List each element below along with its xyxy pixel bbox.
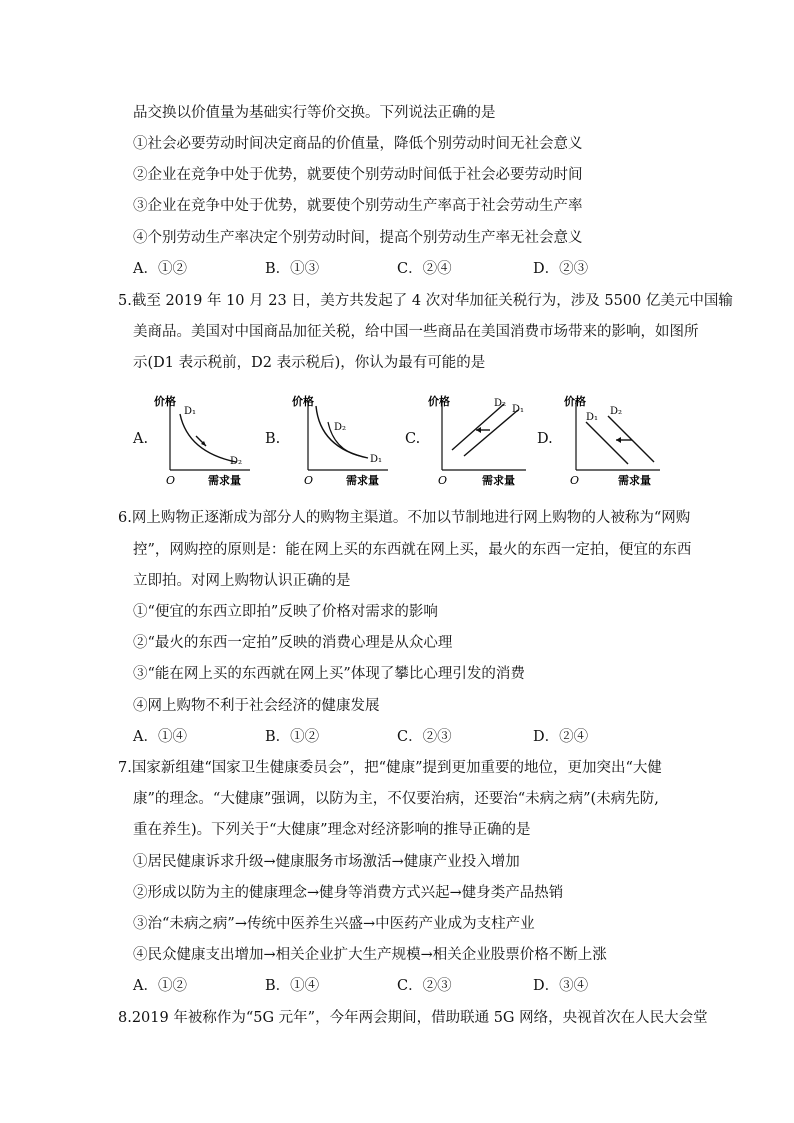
graph-c — [424, 392, 534, 488]
graph-a — [152, 392, 257, 488]
graph-b-curve-d2: D₂ — [334, 422, 347, 433]
graph-c-curve-d2: D₂ — [494, 398, 507, 409]
q7-option-c: C．②③ — [397, 978, 452, 994]
q6-option-b: B．①② — [265, 729, 320, 745]
q7-option-a: A．①② — [133, 978, 187, 994]
graph-d-y-label: 价格 — [564, 395, 586, 408]
q7-option-d: D．③④ — [533, 978, 589, 994]
graph-d-x-label: 需求量 — [618, 474, 651, 487]
graph-b-x-label: 需求量 — [346, 474, 379, 487]
graph-b — [290, 392, 395, 488]
graph-c-label: C. — [405, 431, 421, 447]
q4-item-3: ③企业在竞争中处于优势，就要使个别劳动生产率高于社会劳动生产率 — [133, 198, 583, 214]
q6-stem-line-3: 立即拍。对网上购物认识正确的是 — [133, 573, 351, 589]
q7-stem-line-3: 重在养生)。下列关于“大健康”理念对经济影响的推导正确的是 — [133, 822, 531, 838]
q7-stem-line-2: 康”的理念。“大健康”强调，以防为主，不仅要治病，还要治“未病之病”(未病先防, — [133, 791, 659, 807]
graph-a-curve-d2: D₂ — [230, 456, 243, 467]
graph-a-origin: O — [166, 474, 176, 487]
q7-item-4: ④民众健康支出增加→相关企业扩大生产规模→相关企业股票价格不断上涨 — [133, 947, 607, 963]
q7-item-2: ②形成以防为主的健康理念→健身等消费方式兴起→健身类产品热销 — [133, 885, 564, 901]
graph-d-label: D. — [537, 431, 553, 447]
graph-c-x-label: 需求量 — [482, 474, 515, 487]
q6-stem-line-2: 控”，网购控的原则是：能在网上买的东西就在网上买，最火的东西一定拍，便宜的东西 — [133, 542, 692, 558]
q6-item-1: ①“便宜的东西立即拍”反映了价格对需求的影响 — [133, 604, 438, 620]
q4-option-c: C．②④ — [397, 261, 452, 277]
q7-option-b: B．①④ — [265, 978, 320, 994]
graph-b-curve-d1: D₁ — [370, 454, 383, 465]
graph-d-curve-d2: D₂ — [610, 406, 623, 417]
q6-option-d: D．②④ — [533, 729, 589, 745]
graph-a-x-label: 需求量 — [208, 474, 241, 487]
q6-option-c: C．②③ — [397, 729, 452, 745]
graph-d — [556, 392, 668, 488]
q6-item-2: ②“最火的东西一定拍”反映的消费心理是从众心理 — [133, 635, 453, 651]
graph-b-y-label: 价格 — [292, 395, 314, 408]
graph-a-y-label-1: 价格 — [154, 395, 176, 408]
q4-stem-tail: 品交换以价值量为基础实行等价交换。下列说法正确的是 — [133, 105, 496, 121]
graph-a-curve-d1: D₁ — [184, 406, 197, 417]
graph-a-label: A. — [133, 431, 149, 447]
q7-item-1: ①居民健康诉求升级→健康服务市场激活→健康产业投入增加 — [133, 854, 520, 870]
graph-c-y-label: 价格 — [428, 395, 450, 408]
q8-stem-line-1: 8.2019 年被称作为“5G 元年”，今年两会期间，借助联通 5G 网络，央视首次在人民大会堂 — [118, 1010, 708, 1026]
q4-option-a: A．①② — [133, 261, 187, 277]
graph-d-curve-d1: D₁ — [586, 412, 599, 423]
q6-stem-line-1: 6.网上购物正逐渐成为部分人的购物主渠道。不加以节制地进行网上购物的人被称为“网购 — [118, 510, 691, 526]
q6-option-a: A．①④ — [133, 729, 187, 745]
q4-option-b: B．①③ — [265, 261, 320, 277]
graph-c-curve-d1: D₁ — [512, 404, 525, 415]
q5-stem-line-3: 示(D1 表示税前，D2 表示税后)，你认为最有可能的是 — [133, 355, 486, 371]
q4-option-d: D．②③ — [533, 261, 589, 277]
q4-item-2: ②企业在竞争中处于优势，就要使个别劳动时间低于社会必要劳动时间 — [133, 167, 583, 183]
graph-d-origin: O — [570, 474, 580, 487]
q6-item-3: ③“能在网上买的东西就在网上买”体现了攀比心理引发的消费 — [133, 666, 525, 682]
q4-item-4: ④个别劳动生产率决定个别劳动时间，提高个别劳动生产率无社会意义 — [133, 230, 583, 246]
graph-b-label: B. — [265, 431, 281, 447]
q7-item-3: ③治“未病之病”→传统中医养生兴盛→中医药产业成为支柱产业 — [133, 916, 535, 932]
q4-item-1: ①社会必要劳动时间决定商品的价值量，降低个别劳动时间无社会意义 — [133, 136, 583, 152]
graph-c-origin: O — [438, 474, 448, 487]
q5-stem-line-2: 美商品。美国对中国商品加征关税，给中国一些商品在美国消费市场带来的影响，如图所 — [133, 324, 699, 340]
q5-stem-line-1: 5.截至 2019 年 10 月 23 日，美方共发起了 4 次对华加征关税行为，涉及 5500 亿美元中国输 — [118, 293, 733, 309]
graph-b-origin: O — [304, 474, 314, 487]
q7-stem-line-1: 7.国家新组建“国家卫生健康委员会”，把“健康”提到更加重要的地位，更加突出“大健 — [118, 760, 662, 776]
q6-item-4: ④网上购物不利于社会经济的健康发展 — [133, 698, 380, 714]
